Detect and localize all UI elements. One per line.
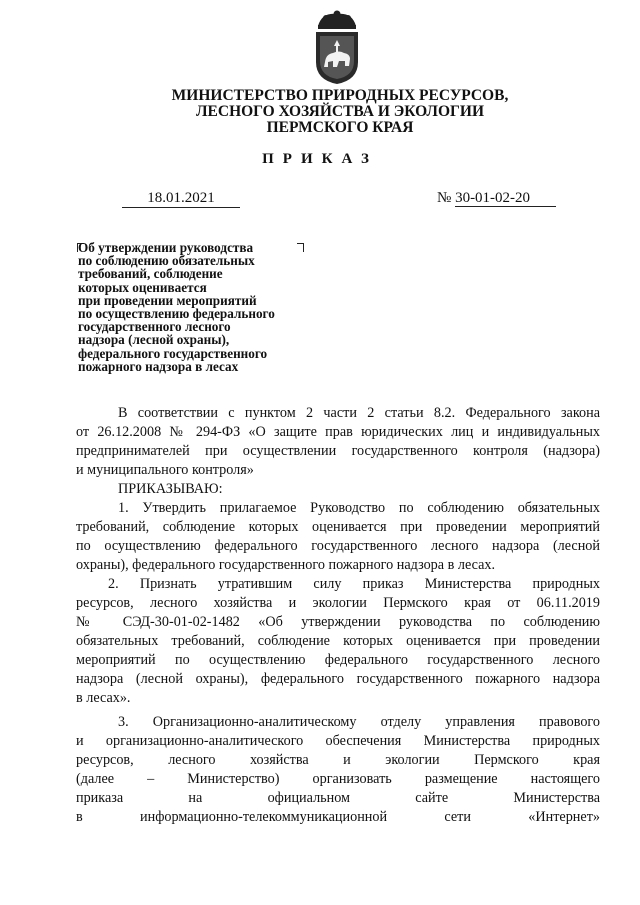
subject-line: при проведении мероприятий xyxy=(78,292,257,308)
ministry-name xyxy=(120,88,560,136)
subject-line: по соблюдению обязательных xyxy=(78,253,255,269)
item-3-paragraph xyxy=(76,713,600,827)
subject-line: требований, соблюдение xyxy=(78,266,223,282)
number-sign: № xyxy=(437,190,452,206)
order-command: ПРИКАЗЫВАЮ: xyxy=(118,481,223,497)
preamble-line: В соответствии с пунктом 2 части 2 статьи 8.2. Федерального закона xyxy=(118,405,600,421)
item-3-line: ресурсов, лесного хозяйства и экологии Пермского края xyxy=(76,752,600,768)
item-2-paragraph xyxy=(76,575,600,708)
preamble-line: и муниципального контроля» xyxy=(76,462,254,478)
perm-krai-coat-of-arms-icon xyxy=(306,10,368,86)
subject-line: Об утверждении руководства xyxy=(78,240,254,255)
preamble-paragraph xyxy=(76,404,600,480)
item-3-line: (далее – Министерство) организовать размещение настоящего xyxy=(76,771,600,787)
item-2-line: № СЭД-30-01-02-1482 «Об утверждении руководства по соблюдению xyxy=(76,614,600,630)
subject-line: федерального государственного xyxy=(78,345,268,361)
item-1-line: требований, соблюдение которых оценивается при проведении мероприятий xyxy=(76,519,600,535)
item-2-line: обязательных требований, соблюдение которых оценивается при проведении xyxy=(76,633,600,649)
item-1-line: по осуществлению федерального государственного лесного надзора (лесной xyxy=(76,538,600,554)
preamble-line: предпринимателей при осуществлении государственного контроля (надзора) xyxy=(76,443,600,459)
number-value: 30-01-02-20 xyxy=(455,190,556,207)
subject-line: по осуществлению федерального xyxy=(78,306,275,322)
item-1-line: 1. Утвердить прилагаемое Руководство по соблюдению обязательных xyxy=(118,500,600,516)
item-1-paragraph xyxy=(76,499,600,575)
item-2-line: 2. Признать утратившим силу приказ Министерства природных xyxy=(108,576,600,592)
item-3-line: в информационно-телекоммуникационной сети «Интернет» xyxy=(76,809,600,825)
preamble-line: от 26.12.2008 № 294-ФЗ «О защите прав юридических лиц и индивидуальных xyxy=(76,424,600,440)
item-2-line: надзора (лесной охраны), федерального государственного пожарного надзора xyxy=(76,671,600,687)
subject-line: надзора (лесной охраны), xyxy=(78,332,230,348)
subject-line: пожарного надзора в лесах xyxy=(78,358,239,374)
item-3-line: приказа на официальном сайте Министерства xyxy=(76,790,600,806)
document-body xyxy=(76,404,600,827)
document-date: 18.01.2021 xyxy=(122,189,240,208)
document-number xyxy=(437,189,562,207)
item-3-line: 3. Организационно-аналитическому отделу управления правового xyxy=(118,714,600,730)
document-subject xyxy=(78,241,318,373)
order-title: ПРИКАЗ xyxy=(262,151,378,167)
ministry-line-1: МИНИСТЕРСТВО ПРИРОДНЫХ РЕСУРСОВ, xyxy=(171,87,509,104)
item-3-line: и организационно-аналитического обеспечения Министерства природных xyxy=(76,733,600,749)
item-1-line: охраны), федерального государственного пожарного надзора в лесах. xyxy=(76,557,496,573)
ministry-line-3: ПЕРМСКОГО КРАЯ xyxy=(266,119,414,136)
item-2-line: ресурсов, лесного хозяйства и экологии Пермского края от 06.11.2019 xyxy=(76,595,600,611)
ministry-line-2: ЛЕСНОГО ХОЗЯЙСТВА И ЭКОЛОГИИ xyxy=(195,103,485,120)
subject-line: которых оценивается xyxy=(78,279,207,295)
item-2-line: мероприятий по осуществлению федерального государственного лесного xyxy=(76,652,600,668)
item-2-line: в лесах». xyxy=(76,690,131,706)
subject-line: государственного лесного xyxy=(78,319,231,335)
